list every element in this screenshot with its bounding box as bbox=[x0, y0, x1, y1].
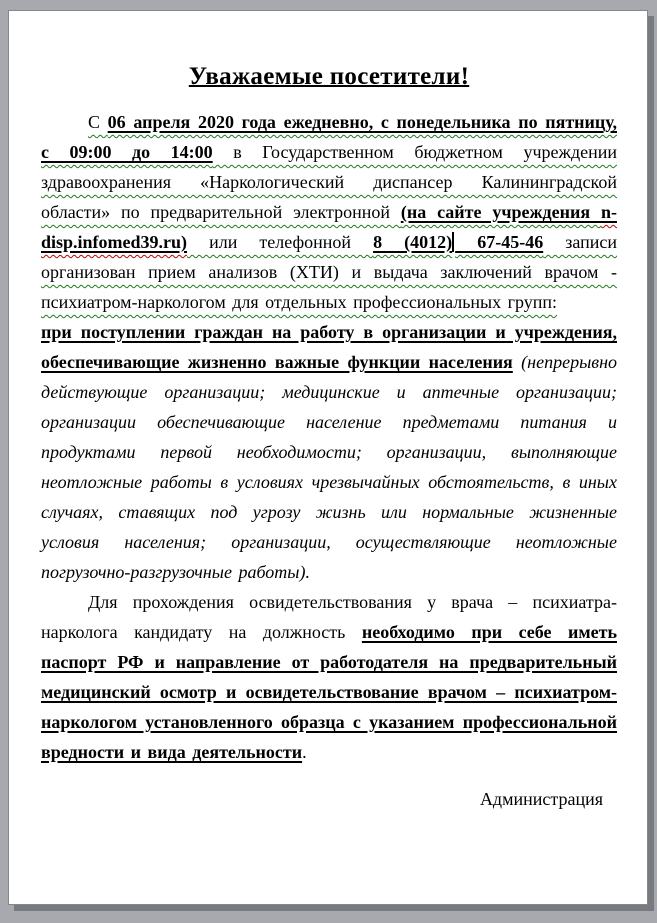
phone-number: 67-45-46 bbox=[455, 232, 544, 252]
paragraph-employment bbox=[41, 317, 617, 587]
paragraph-announcement bbox=[41, 107, 617, 317]
registration-text: записи организован прием анализов (ХТИ) и выдача заключений врачом - психиатром-наркологом для отдельных профессиональных групп: bbox=[41, 232, 618, 312]
procedure-text: Для прохождения освидетельствования у врача – психиатра-нарколога кандидату на должность bbox=[41, 592, 617, 642]
site-url: n-disp.infomed39.ru) bbox=[41, 202, 617, 252]
site-note-inner: (на сайте учреждения bbox=[400, 202, 601, 222]
institution-text: в Государственном бюджетном учреждении здравоохранения «Наркологический диспансер Калининградской области» по предварительной электронной bbox=[41, 142, 617, 222]
requirements-bold: необходимо при себе иметь паспорт РФ и направление от работодателя на предварительный медицинский осмотр и освидетельствование врачом – психиатром-наркологом установленного образца с указанием профессиональной вредности и вида деятельности bbox=[41, 622, 618, 762]
or-phone-text: или телефонной bbox=[187, 232, 374, 252]
document-page[interactable] bbox=[8, 10, 648, 905]
phone-number-bold bbox=[373, 232, 543, 252]
signature: Администрация bbox=[479, 789, 603, 809]
intro-prefix: С bbox=[88, 112, 108, 132]
organizations-italic: (непрерывно действующие организации; медицинские и аптечные организации; организации обеспечивающие население предметами питания и продуктами первой необходимости; организации, выполняющие неотложные работы в условиях чрезвычайных обстоятельств, в иных случаях, ставящих под угрозу жизнь или нормальные жизненные условия населения; организации, осуществляющие неотложные погрузочно-разгрузочные работы). bbox=[41, 352, 618, 582]
paragraph-requirements bbox=[41, 587, 617, 767]
schedule-text-inner: 06 апреля 2020 года ежедневно, с понедельника по пятницу, с 09:00 до 14:00 bbox=[41, 112, 617, 162]
text-caret bbox=[452, 232, 454, 252]
phone-area-code: 8 (4012) bbox=[373, 232, 453, 252]
sentence-period: . bbox=[302, 742, 307, 762]
document-title: Уважаемые посетители! bbox=[188, 63, 470, 90]
employment-bold: при поступлении граждан на работу в организации и учреждения, обеспечивающие жизненно важные функции населения bbox=[41, 322, 617, 372]
